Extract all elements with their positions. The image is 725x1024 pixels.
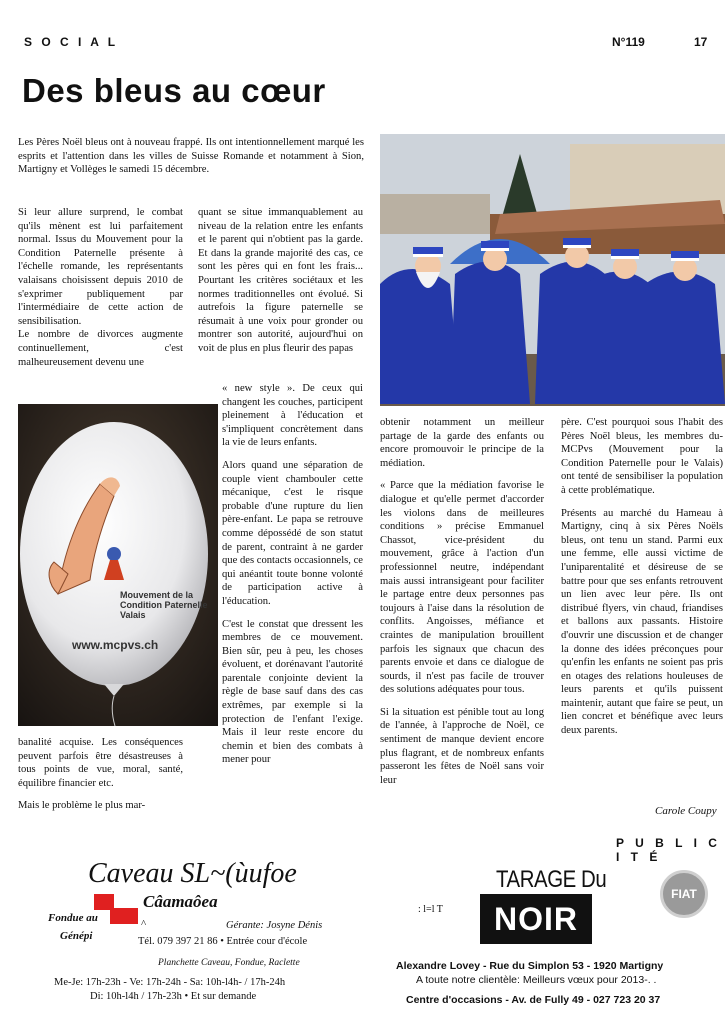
ad-gerante: Gérante: Josyne Dénis — [226, 920, 323, 931]
ad-genepi: Génépi — [60, 930, 93, 942]
ad-telephone: Tél. 079 397 21 86 • Entrée cour d'école — [138, 936, 308, 947]
ad-garage-logo — [480, 894, 592, 944]
page-number: 17 — [694, 35, 708, 49]
balloon-line: Mouvement de la — [120, 590, 194, 600]
ad-caveau-subname: Câamaôea — [143, 892, 218, 911]
publicite-label: P U B L I C I T É — [616, 836, 721, 864]
balloon-illustration — [18, 404, 218, 726]
paragraph: Le nombre de divorces augmente continuellement, c'est malheureusement devenu une — [18, 329, 183, 368]
ad-hours-weekdays: Me-Je: 17h-23h - Ve: 17h-24h - Sa: 10h-l4h- / 17h-24h — [54, 977, 286, 988]
author-signature: Carole Coupy — [655, 805, 717, 817]
ad-garage-wishes: A toute notre clientèle: Meilleurs vœux pour 2013-. . — [416, 974, 657, 986]
balloon-url: www.mcpvs.ch — [72, 638, 159, 652]
paragraph: C'est le constat que dressent les membres de ce mouvement. Bien sûr, peu à peu, les choses évoluent, et dorénavant l'autorité parentale conjointe devient la règle de base sauf dans des cas extrêmes, par exemple si la protection de l'enfant l'exige. Mais il leur reste encore du chemin et bien des combats à mener pour — [222, 618, 363, 766]
balloon-text — [120, 590, 208, 620]
paragraph: Mais le problème le plus mar- — [18, 800, 146, 812]
ad-garage-heading: TARAGE Du — [496, 866, 607, 893]
paragraph: obtenir notamment un meilleur partage de la garde des enfants ou encore promouvoir le principe de la médiation. — [380, 417, 544, 469]
balloon-line: Condition Paternelle — [120, 600, 208, 610]
column-d — [561, 416, 723, 738]
article-intro — [18, 136, 364, 177]
paragraph: Alors quand une séparation de couple vient chambouler cette mécanique, c'est le risque probable d'une rupture du lien père-enfant. Le papa se retrouve comme dépossédé de son statut de parent, contraint à ne garder que des contacts occasionnels, ce qui anéantit toute bonne volonté de participation active à l'éducation. — [222, 459, 363, 607]
fiat-logo-text: FIAT — [671, 887, 697, 901]
paragraph: quant se situe immanquablement au niveau de la relation entre les enfants et le parent qui n'obtient pas la garde. Et dans la grande majorité des cas, ce sont les pères qui en font les frais... Pourtant les critères sociétaux et les normes traditionnelles ont évolué. Si autrefois la figure paternelle se résumait à une voix pour gronder ou montrer son autorité, aujourd'hui on voit de plus en plus fleurir des papas — [198, 207, 363, 354]
paragraph: Présents au marché du Hameau à Martigny, cinq à six Pères Noëls bleus, ont tenu un stand. Parmi eux une femme, elle aussi victime de l'uniparentalité et désireuse de se battre pour que ses enfants retrouvent un lien avec leur père. Ils ont distribué flyers, vin chaud, friandises et ballons aux passants. Histoire d'ouvrir une discussion et de changer la donne des idées préconçues pour qu'enfin les enfants ne soient pas pris en otages des relations houleuses de leurs parents et qu'ils puissent maintenir, autant que faire se peut, un lien concret et bénéfique avec leurs deux parents. — [561, 507, 723, 737]
ad-hours-sunday: Di: 10h-l4h / 17h-23h • Et sur demande — [90, 991, 257, 1002]
blue-santas-illustration — [380, 134, 725, 406]
ad-garage-address: Alexandre Lovey - Rue du Simplon 53 - 1920 Martigny — [396, 960, 664, 972]
group-photo — [380, 134, 725, 406]
issue-number: N°119 — [612, 35, 645, 49]
intro-paragraph: Les Pères Noël bleus ont à nouveau frappé. Ils ont intentionnellement marqué les esprits et l'attention dans les villes de Suisse Romande et notamment à Sion, Martigny et Vollèges le samedi 15 décembre. — [18, 137, 364, 176]
paragraph: banalité acquise. Les conséquences peuvent parfois être désastreuses à tous points de vue, moral, santé, équilibre financier etc. — [18, 737, 183, 789]
paragraph: « new style ». De ceux qui changent les couches, participent pleinement à l'éducation et s'impliquent concrètement dans la vie de leurs enfants. — [222, 383, 363, 449]
article-title: Des bleus au cœur — [22, 72, 326, 109]
fiat-logo — [660, 870, 708, 918]
ad-garage-code: : l=l T — [418, 904, 443, 915]
ad-garage — [380, 858, 725, 1018]
balloon-photo — [18, 404, 218, 726]
column-c — [380, 416, 544, 787]
ad-specialites: Planchette Caveau, Fondue, Raclette — [158, 958, 300, 968]
paragraph: « Parce que la médiation favorise le dialogue et qu'elle permet d'accorder les violons dans de meilleures conditions » précise Emmanuel Chassot, vice-président du mouvement, grâce à l'action d'un professionnel neutre, indépendant mais aussi intransigeant pour faciliter le partage entre deux personnes pas toujours à l'aise dans la résolution de conflits. Angoisses, méfiance et craintes de manipulation brouillent parfois les signaux que chacun des parents envoie et dans ce dialogue de sourds, il n'est pas facile de trouver des solutions adéquates pour tous. — [380, 480, 544, 696]
paragraph: Si la situation est pénible tout au long de l'année, à l'approche de Noël, ce sentiment de manque devient encore plus flagrant, et de nombreux enfants passeront les fêtes de Noël sans voir leur — [380, 706, 544, 786]
balloon-line: Valais — [120, 610, 146, 620]
section-label: S O C I A L — [24, 35, 119, 49]
column-b — [198, 382, 363, 767]
ad-caveau — [18, 858, 368, 1018]
column-b-top — [198, 206, 363, 356]
column-a — [18, 206, 183, 369]
ad-caveau-name: Caveau SL~(ùufoe — [88, 858, 297, 889]
ad-fondue: Fondue au — [48, 912, 98, 924]
ad-caret: ^ — [141, 918, 147, 930]
column-a-bottom — [18, 736, 183, 813]
ad-garage-logo-text: NOIR — [494, 901, 578, 937]
ad-red-block — [110, 908, 138, 924]
paragraph: père. C'est pourquoi sous l'habit des Pères Noël bleus, les membres du- MCPvs (Mouvement pour la Condition Paternelle pour le Valais) ont tenté de sensibiliser la population à cette problématique. — [561, 417, 723, 496]
paragraph: Si leur allure surprend, le combat qu'ils mènent est lui parfaitement normal. Issus du Mouvement pour la Condition Paternelle présente à l'échelle romande, les représentants valaisans choisissent depuis 2010 de s'exprimer publiquement par l'intermédiaire de cette action de sensibilisation. — [18, 207, 183, 327]
ad-garage-occasions: Centre d'occasions - Av. de Fully 49 - 027 723 20 37 — [406, 994, 661, 1006]
